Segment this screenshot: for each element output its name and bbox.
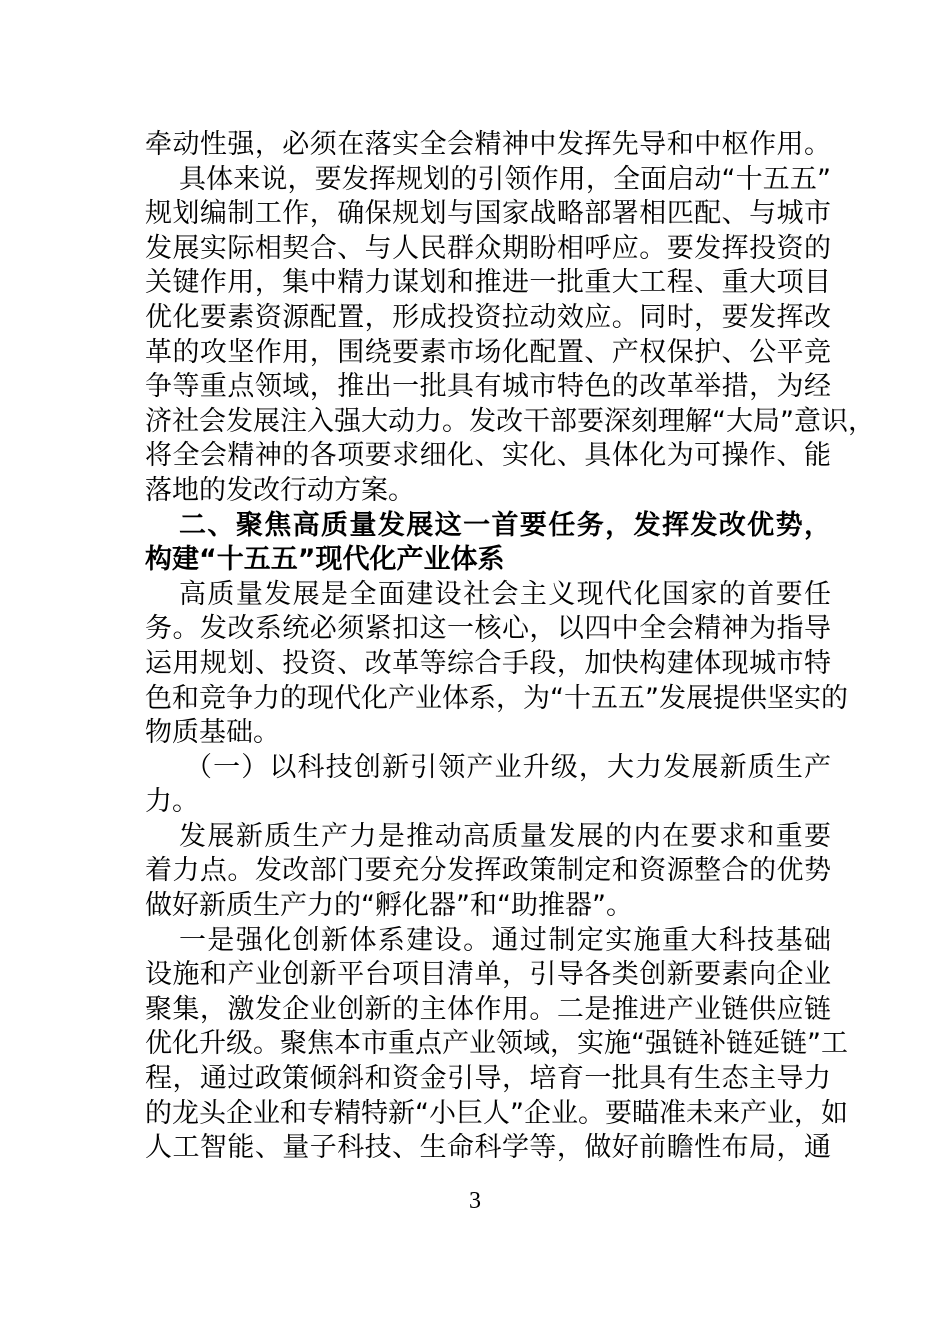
section-heading: 构建“十五五”现代化产业体系 [145, 544, 505, 576]
text-line: 发展实际相契合、与人民群众期盼相呼应。要发挥投资的 [145, 232, 831, 264]
paragraph-start: 发展新质生产力是推动高质量发展的内在要求和重要 [179, 820, 831, 852]
text-line: 物质基础。 [145, 717, 280, 749]
text-line: 务。发改系统必须紧扣这一核心，以四中全会精神为指导 [145, 613, 831, 645]
text-line: 落地的发改行动方案。 [145, 474, 415, 506]
text-line: 设施和产业创新平台项目清单，引导各类创新要素向企业 [145, 959, 831, 991]
page-number: 3 [469, 1188, 481, 1214]
text-line: 人工智能、量子科技、生命科学等，做好前瞻性布局，通 [145, 1132, 831, 1164]
section-heading: 二、聚焦高质量发展这一首要任务，发挥发改优势， [179, 509, 831, 541]
text-line: 着力点。发改部门要充分发挥政策制定和资源整合的优势 [145, 855, 831, 887]
text-line: 规划编制工作，确保规划与国家战略部署相匹配、与城市 [145, 198, 831, 230]
paragraph-start: 高质量发展是全面建设社会主义现代化国家的首要任 [179, 578, 831, 610]
text-line: 色和竞争力的现代化产业体系，为“十五五”发展提供坚实的 [145, 682, 848, 714]
text-line: 优化升级。聚焦本市重点产业领域，实施“强链补链延链”工 [145, 1028, 848, 1060]
text-line: 运用规划、投资、改革等综合手段，加快构建体现城市特 [145, 647, 831, 679]
text-line: 做好新质生产力的“孵化器”和“助推器”。 [145, 890, 633, 922]
paragraph-start: 具体来说，要发挥规划的引领作用，全面启动“十五五” [179, 163, 831, 195]
text-line: 聚集，激发企业创新的主体作用。二是推进产业链供应链 [145, 993, 831, 1025]
text-line: 优化要素资源配置，形成投资拉动效应。同时，要发挥改 [145, 301, 831, 333]
text-line: 关键作用，集中精力谋划和推进一批重大工程、重大项目 [145, 267, 831, 299]
text-line: 程，通过政策倾斜和资金引导，培育一批具有生态主导力 [145, 1063, 831, 1095]
text-line: 牵动性强，必须在落实全会精神中发挥先导和中枢作用。 [145, 129, 831, 160]
subsection-heading: （一）以科技创新引领产业升级，大力发展新质生产 [185, 751, 831, 783]
subsection-heading: 力。 [145, 786, 199, 818]
document-body [145, 128, 875, 1166]
paragraph-start: 一是强化创新体系建设。通过制定实施重大科技基础 [179, 924, 831, 956]
text-line: 济社会发展注入强大动力。发改干部要深刻理解“大局”意识， [145, 405, 875, 437]
text-line: 的龙头企业和专精特新“小巨人”企业。要瞄准未来产业，如 [145, 1097, 848, 1129]
text-line: 争等重点领域，推出一批具有城市特色的改革举措，为经 [145, 371, 831, 403]
text-line: 革的攻坚作用，围绕要素市场化配置、产权保护、公平竞 [145, 336, 831, 368]
text-line: 将全会精神的各项要求细化、实化、具体化为可操作、能 [145, 440, 831, 472]
